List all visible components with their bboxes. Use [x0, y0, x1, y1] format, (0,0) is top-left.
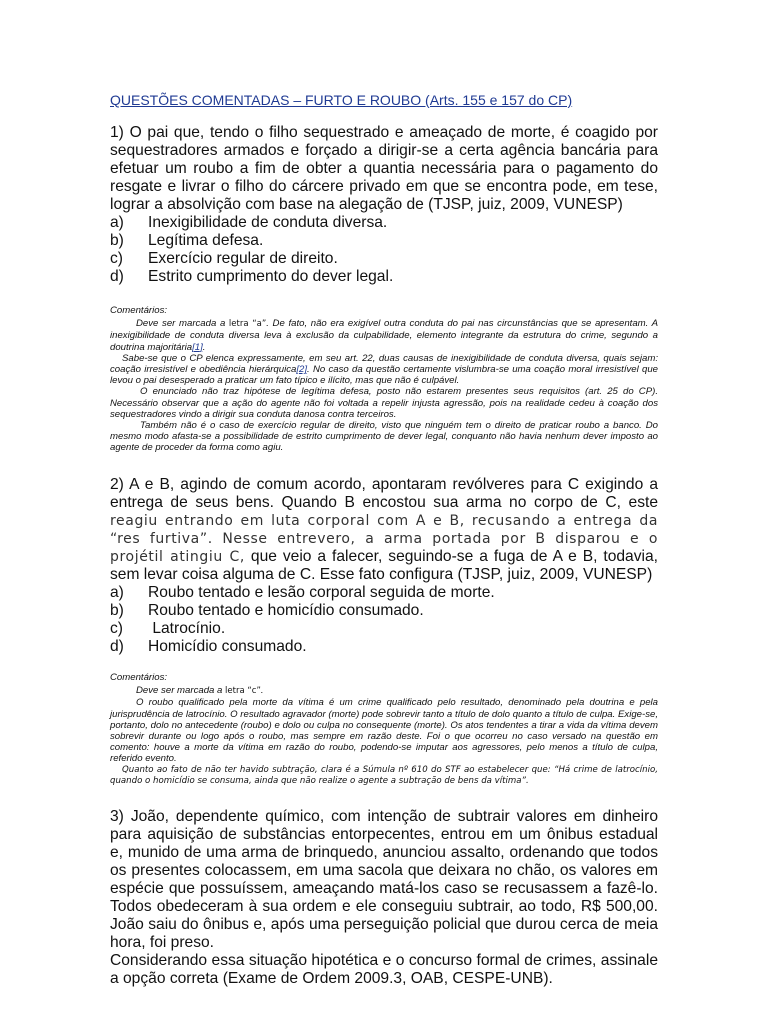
option-item: b) Roubo tentado e homicídio consumado.	[110, 602, 424, 619]
option-item: d) Homicídio consumado.	[110, 638, 307, 655]
option-item: b) Legítima defesa.	[110, 232, 264, 249]
footnote-link-1[interactable]: [1]	[192, 341, 203, 353]
option-item: a) Roubo tentado e lesão corporal seguida de morte.	[110, 584, 495, 601]
comment-paragraph: Deve ser marcada a letra “c”.	[136, 685, 264, 697]
comment-paragraph: Também não é o caso de exercício regular de direito, visto que ninguém tem o direito de praticar roubo a banco. Do mesmo modo afasta-se a possibilidade de estrito cumprimento de dever legal, conquanto não havia nenhum dever imposto ao agente de proceder da forma como agiu.	[110, 420, 658, 454]
question-3	[110, 808, 658, 988]
option-item: d) Estrito cumprimento do dever legal.	[110, 268, 394, 285]
question-2-options	[110, 584, 658, 656]
option-item: c) Latrocínio.	[110, 620, 226, 637]
footnote-link-2[interactable]: [2]	[296, 364, 308, 376]
comments-label: Comentários:	[110, 672, 168, 683]
question-2	[110, 476, 658, 656]
comment-paragraph: Sabe-se que o CP elenca expressamente, em seu art. 22, duas causas de inexigibilidade de conduta diversa, quais sejam: coação irresistível e obediência hierárquica[2]. No caso da questão certamente vislumbra-se uma coação moral irresistível que levou o pai desesperado a praticar um fato típico e ilícito, mas que não é culpável.	[110, 352, 659, 387]
option-item: a) Inexigibilidade de conduta diversa.	[110, 214, 388, 231]
comment-paragraph: O enunciado não traz hipótese de legítima defesa, posto não estarem presentes seus requisitos (art. 25 do CP). Necessário observar que a ação do agente não foi voltada a repelir injusta agressão, pois na realidade cedeu à coação dos sequestradores vindo a dirigir sua conduta danosa contra terceiros.	[110, 386, 658, 420]
option-item: c) Exercício regular de direito.	[110, 250, 338, 267]
comments-2	[110, 672, 658, 787]
question-1-options	[110, 214, 658, 286]
question-2-text: 2) A e B, agindo de comum acordo, apontaram revólveres para C exigindo a entrega de seus bens. Quando B encostou sua arma no corpo de C, este reagiu entrando em luta corporal com A e B, recusando a entrega da “res furtiva”. Nesse entrevero, a arma portada por B disparou e o projétil atingiu C, que veio a falecer, seguindo-se a fuga de A e B, todavia, sem levar coisa alguma de C. Esse fato configura (TJSP, juiz, 2009, VUNESP)	[110, 476, 658, 583]
question-1	[110, 124, 658, 286]
comment-paragraph: Quanto ao fato de não ter havido subtração, clara é a Súmula nº 610 do STF ao estabelecer que: “Há crime de latrocínio, quando o homicídio se consuma, ainda que não realize o agente a subtração de bens da vítima”.	[110, 764, 658, 786]
question-3-text: 3) João, dependente químico, com intenção de subtrair valores em dinheiro para aquisição de substâncias entorpecentes, entrou em um ônibus estadual e, munido de uma arma de brinquedo, anunciou assalto, ordenando que todos os presentes colocassem, em uma sacola que deixara no chão, os valores em espécie que possuíssem, ameaçando matá-los caso se recusassem a fazê-lo. Todos obedeceram à sua ordem e ele conseguiu subtrair, ao todo, R$ 500,00. João saiu do ônibus e, após uma perseguição policial que durou cerca de meia hora, foi preso.	[110, 808, 658, 951]
comment-paragraph: Deve ser marcada a letra “a”. De fato, não era exigível outra conduta do pai nas circunstâncias que se apresentam. A inexigibilidade de conduta diversa leva à exclusão da culpabilidade, elemento integrante da estrutura do crime, segundo a doutrina majoritária[1].	[110, 318, 658, 353]
question-1-text: 1) O pai que, tendo o filho sequestrado e ameaçado de morte, é coagido por sequestradores armados e forçado a dirigir-se a certa agência bancária para efetuar um roubo a fim de obter a quantia necessária para o pagamento do resgate e livrar o filho do cárcere privado em que se encontra pode, em tese, lograr a absolvição com base na alegação de (TJSP, juiz, 2009, VUNESP)	[110, 124, 658, 213]
question-3-instruction: Considerando essa situação hipotética e o concurso formal de crimes, assinale a opção correta (Exame de Ordem 2009.3, OAB, CESPE-UNB).	[110, 952, 658, 987]
document-title: QUESTÕES COMENTADAS – FURTO E ROUBO (Arts. 155 e 157 do CP)	[110, 92, 573, 108]
comments-1	[110, 305, 658, 454]
comments-label: Comentários:	[110, 305, 168, 316]
comment-paragraph: O roubo qualificado pela morte da vítima é um crime qualificado pelo resultado, denominado pela doutrina e pela jurisprudência de latrocínio. O resultado agravador (morte) pode sobrevir tanto a título de dolo quanto a título de culpa. Exige-se, portanto, dolo no antecedente (roubo) e dolo ou culpa no consequente (morte). Os atos tendentes a tirar a vida da vítima devem sobrevir durante ou logo após o roubo, mas sempre em razão deste. Foi o que ocorreu no caso versado na questão em comento: houve a morte da vítima em razão do roubo, podendo-se imputar aos agressores, pelo menos a título de culpa, referido evento.	[110, 697, 658, 765]
